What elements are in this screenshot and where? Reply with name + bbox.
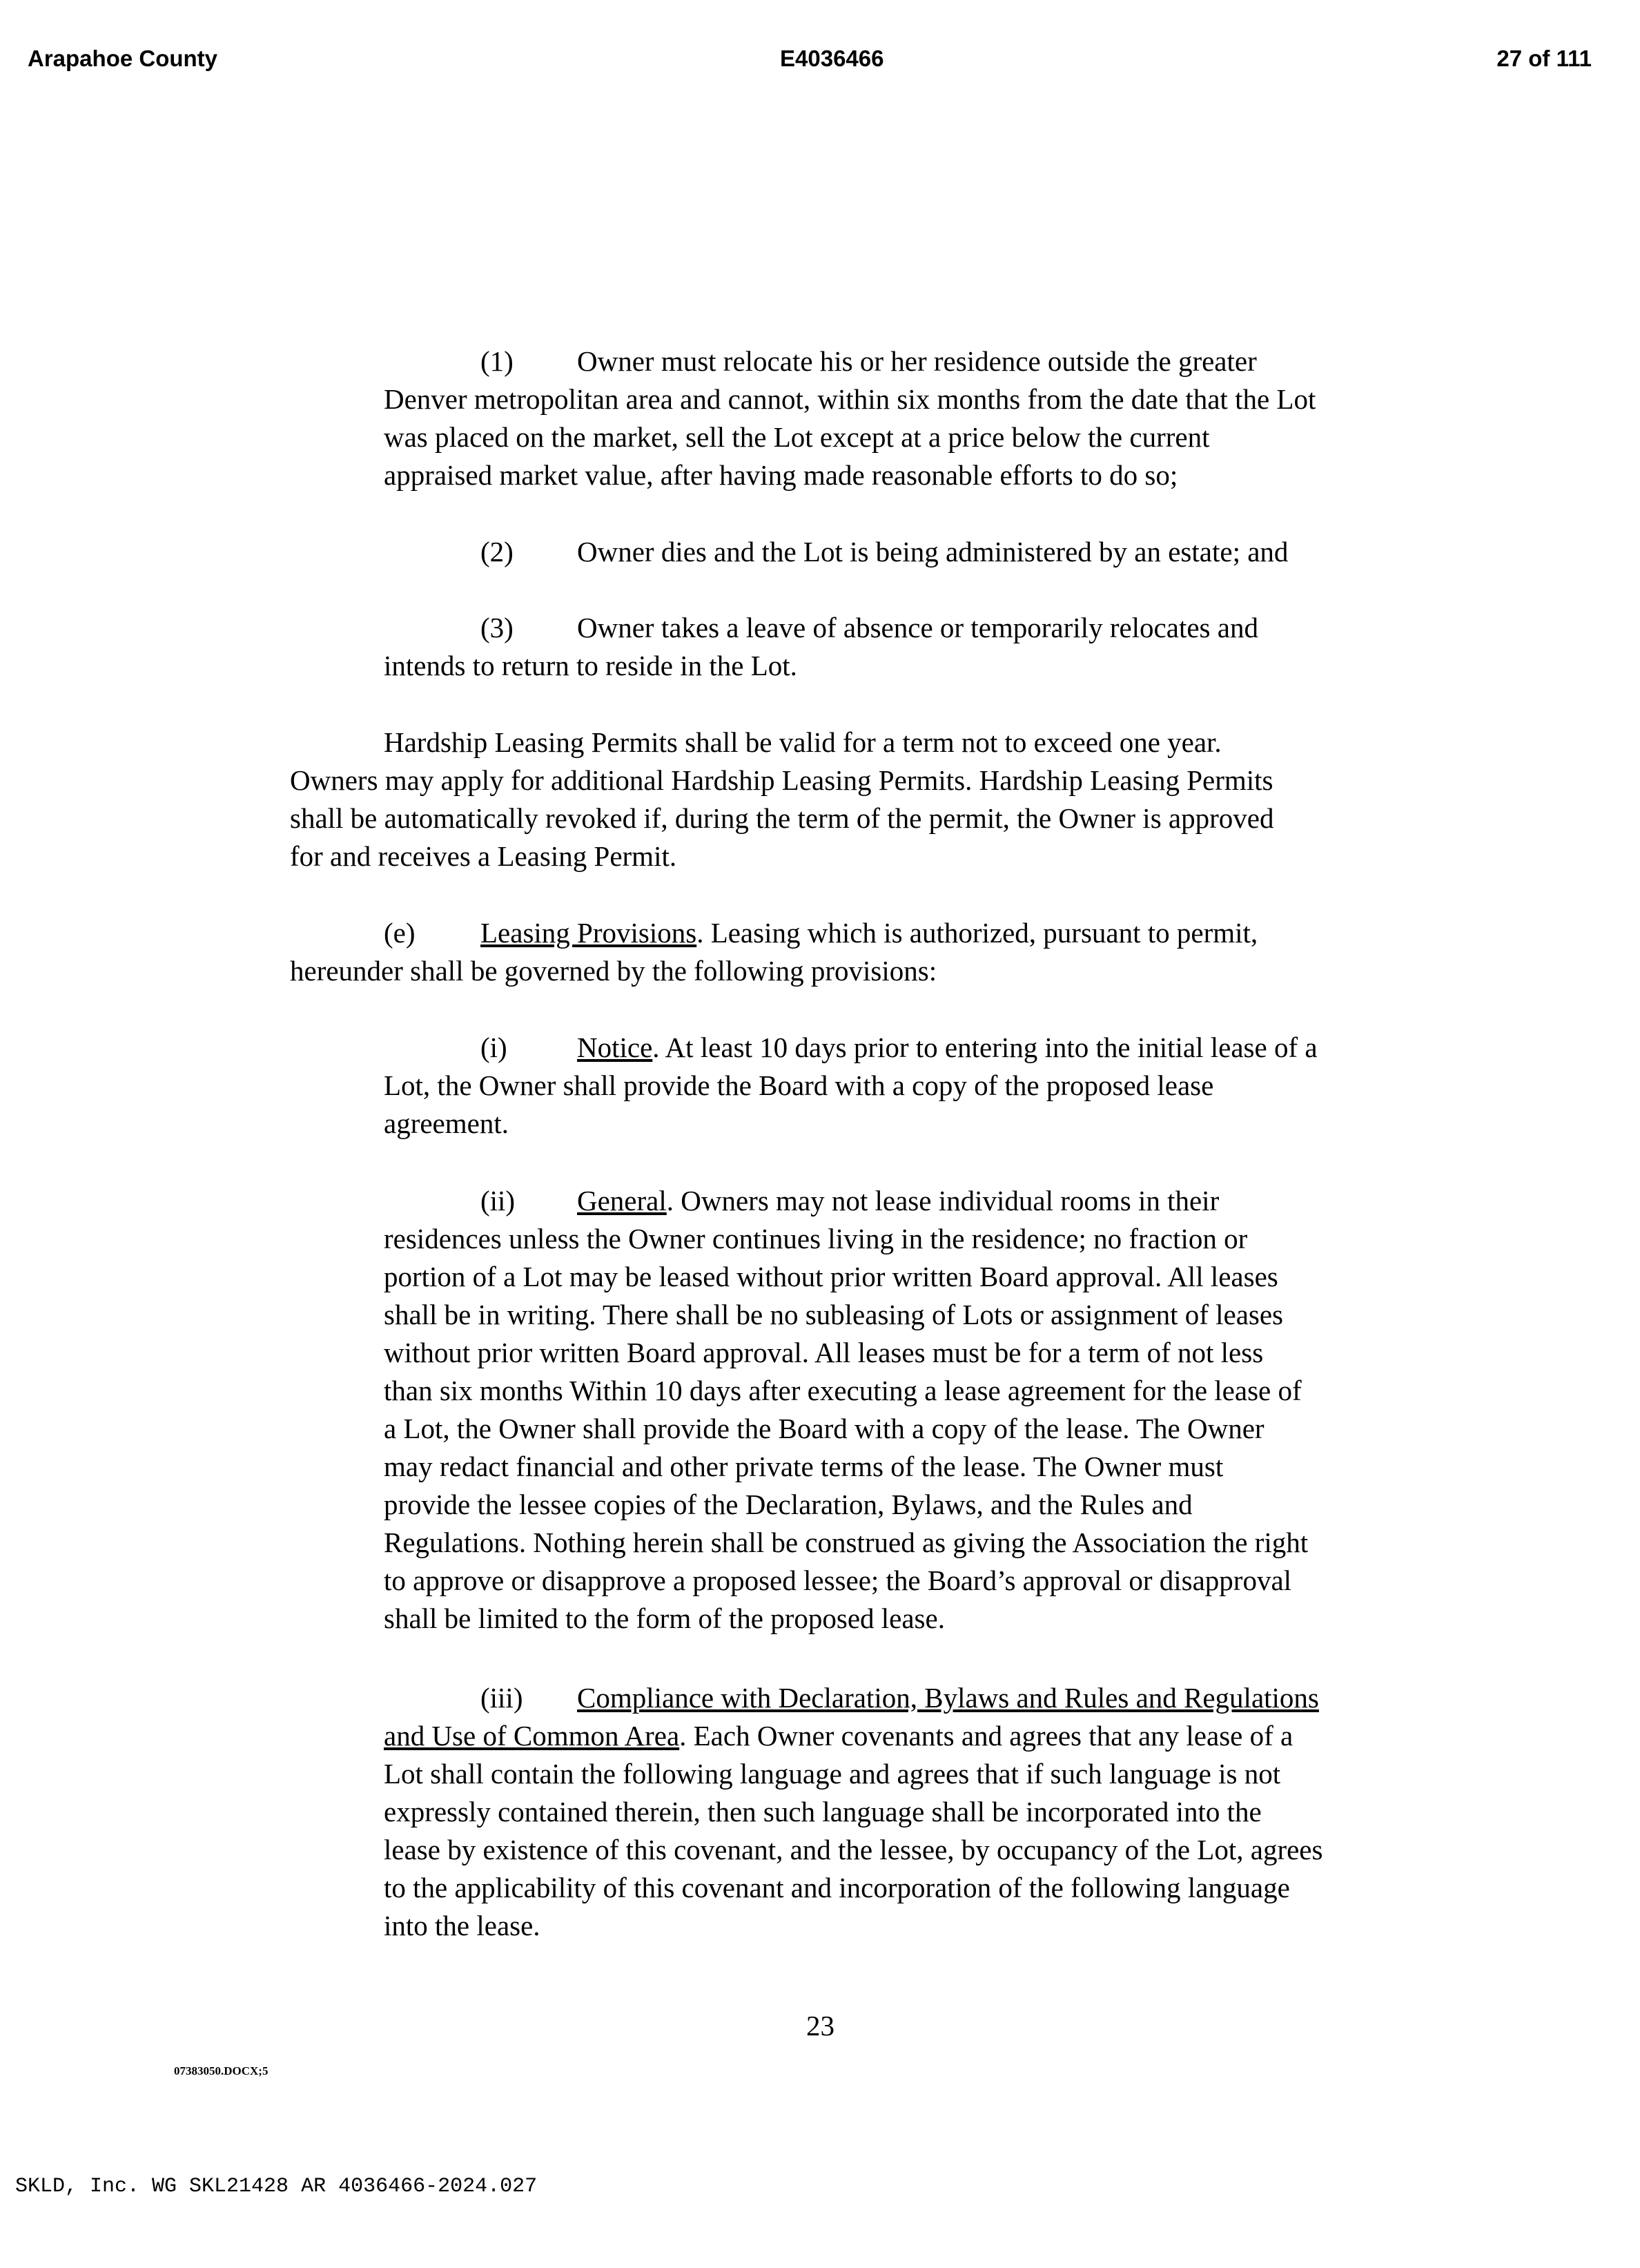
section-e-number: (e) — [384, 917, 416, 949]
sub-ii-line-11: to approve or disapprove a proposed lessee; the Board’s approval or disapproval — [384, 1564, 1292, 1596]
sub-ii-line-3: portion of a Lot may be leased without prior written Board approval. All leases — [384, 1261, 1278, 1292]
sub-ii-line-7: a Lot, the Owner shall provide the Board with a copy of the lease. The Owner — [384, 1413, 1265, 1444]
sub-i-line-3: agreement. — [384, 1107, 509, 1139]
item-2-paragraph — [384, 533, 1461, 571]
sub-ii-line-5: without prior written Board approval. All leases must be for a term of not less — [384, 1337, 1264, 1368]
sub-ii-paragraph — [384, 1182, 1461, 1638]
section-e-paragraph — [290, 914, 1463, 990]
header-reception-number: E4036466 — [780, 46, 884, 71]
hardship-paragraph — [290, 724, 1463, 875]
hardship-line-4: for and receives a Leasing Permit. — [290, 840, 677, 872]
sub-ii-line-9: provide the lessee copies of the Declaration, Bylaws, and the Rules and — [384, 1489, 1193, 1520]
item-3-paragraph — [384, 609, 1461, 685]
sub-i-paragraph — [384, 1029, 1461, 1143]
sub-ii-line-2: residences unless the Owner continues living in the residence; no fraction or — [384, 1223, 1248, 1254]
recording-stamp: SKLD, Inc. WG SKL21428 AR 4036466-2024.027 — [15, 2175, 538, 2198]
hardship-line-2: Owners may apply for additional Hardship Leasing Permits. Hardship Leasing Permits — [290, 764, 1273, 796]
sub-iii-paragraph — [384, 1679, 1461, 1945]
sub-i-line-1-rest: . At least 10 days prior to entering into the initial lease of a — [652, 1031, 1318, 1063]
item-1-number: (1) — [480, 345, 514, 377]
item-1-line-1: Owner must relocate his or her residence outside the greater — [577, 345, 1257, 377]
sub-ii-line-8: may redact financial and other private terms of the lease. The Owner must — [384, 1451, 1224, 1482]
sub-ii-line-10: Regulations. Nothing herein shall be construed as giving the Association the right — [384, 1526, 1309, 1558]
item-1-line-3: was placed on the market, sell the Lot except at a price below the current — [384, 421, 1210, 453]
sub-iii-line-7: into the lease. — [384, 1910, 540, 1941]
sub-ii-number: (ii) — [480, 1185, 516, 1217]
item-3-number: (3) — [480, 612, 514, 643]
sub-ii-line-4: shall be in writing. There shall be no subleasing of Lots or assignment of leases — [384, 1299, 1284, 1330]
sub-iii-line-3: Lot shall contain the following language and agrees that if such language is not — [384, 1758, 1281, 1790]
item-3-line-1: Owner takes a leave of absence or temporarily relocates and — [577, 612, 1258, 643]
header-page-count: 27 of 111 — [1496, 46, 1592, 71]
section-e-heading: Leasing Provisions — [480, 917, 697, 949]
sub-ii-line-6: than six months Within 10 days after executing a lease agreement for the lease of — [384, 1375, 1302, 1406]
page-number: 23 — [806, 2010, 834, 2042]
sub-iii-heading-line-1: Compliance with Declaration, Bylaws and Rules and Regulations — [577, 1682, 1319, 1714]
section-e-line-1-rest: . Leasing which is authorized, pursuant to permit, — [696, 917, 1258, 949]
hardship-line-1: Hardship Leasing Permits shall be valid for a term not to exceed one year. — [384, 726, 1222, 758]
sub-iii-line-4: expressly contained therein, then such language shall be incorporated into the — [384, 1796, 1262, 1828]
item-2-line-1: Owner dies and the Lot is being administered by an estate; and — [577, 536, 1289, 568]
sub-i-line-2: Lot, the Owner shall provide the Board with a copy of the proposed lease — [384, 1069, 1214, 1101]
item-3-line-2: intends to return to reside in the Lot. — [384, 650, 797, 681]
sub-iii-line-2-rest: . Each Owner covenants and agrees that any lease of a — [679, 1720, 1294, 1752]
sub-iii-heading-line-2: and Use of Common Area — [384, 1720, 680, 1752]
sub-iii-number: (iii) — [480, 1682, 523, 1714]
sub-ii-heading: General — [577, 1185, 667, 1217]
item-1-line-4: appraised market value, after having made reasonable efforts to do so; — [384, 459, 1178, 491]
sub-i-number: (i) — [480, 1031, 507, 1063]
sub-iii-line-6: to the applicability of this covenant and incorporation of the following language — [384, 1872, 1290, 1903]
hardship-line-3: shall be automatically revoked if, during the term of the permit, the Owner is approved — [290, 802, 1274, 834]
sub-i-heading: Notice — [577, 1031, 653, 1063]
item-2-number: (2) — [480, 536, 514, 568]
document-code: 07383050.DOCX;5 — [174, 2064, 269, 2077]
item-1-paragraph — [384, 342, 1461, 494]
header-county: Arapahoe County — [28, 46, 218, 71]
sub-ii-line-12: shall be limited to the form of the proposed lease. — [384, 1602, 945, 1634]
sub-ii-line-1-rest: . Owners may not lease individual rooms in their — [666, 1185, 1220, 1217]
sub-iii-line-5: lease by existence of this covenant, and the lessee, by occupancy of the Lot, agrees — [384, 1834, 1323, 1865]
section-e-line-2: hereunder shall be governed by the following provisions: — [290, 955, 937, 987]
item-1-line-2: Denver metropolitan area and cannot, within six months from the date that the Lot — [384, 383, 1316, 415]
